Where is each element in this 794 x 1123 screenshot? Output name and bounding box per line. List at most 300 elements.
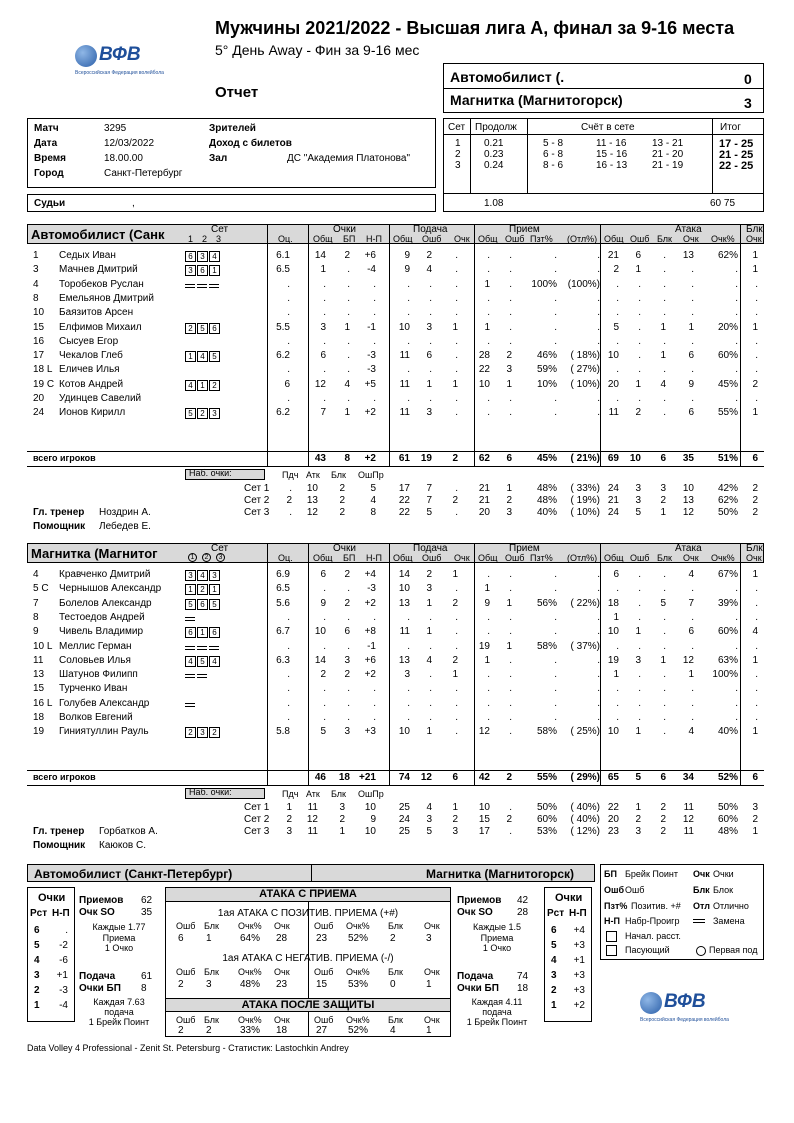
stat-s-pt: . xyxy=(455,611,458,623)
set-row-attack: 50% xyxy=(717,802,738,813)
stat-s-err: 1 xyxy=(426,726,432,738)
stat-oc: . xyxy=(287,364,290,376)
stat-s-err: . xyxy=(429,611,432,623)
stat-bp: 4 xyxy=(344,378,350,390)
stat-blk: 1 xyxy=(752,250,758,261)
stat-a-tot: 2 xyxy=(613,264,619,276)
rotation-position: 6 xyxy=(34,925,40,936)
set-row-attack: 3 xyxy=(635,483,641,494)
stat-a-blk: . xyxy=(663,669,666,681)
stat-a-tot: . xyxy=(616,697,619,709)
substitution-icon xyxy=(185,703,195,707)
rotation-value: +1 xyxy=(56,970,68,981)
stat-r-exc: . xyxy=(597,393,600,404)
stat-r-exc: (100%) xyxy=(567,278,600,290)
total-np: +2 xyxy=(364,453,376,464)
stat-r-tot: 9 xyxy=(484,597,490,609)
player-name: Удинцев Савелий xyxy=(59,393,142,404)
player-number: 20 xyxy=(33,393,45,404)
rotation-value: -3 xyxy=(59,985,68,996)
player-name: Волков Евгений xyxy=(59,712,133,723)
set-row-reception: ( 19%) xyxy=(570,495,600,506)
stat-np: . xyxy=(373,292,376,304)
stat-r-exc: ( 10%) xyxy=(570,378,600,390)
rotation-position: 6 xyxy=(551,925,557,936)
sets-cell: 16 - 13 xyxy=(596,160,628,171)
stat-r-pos: 59% xyxy=(536,364,557,376)
stat-a-blk: . xyxy=(663,569,666,580)
stat-a-blk: 1 xyxy=(660,321,666,333)
player-name: Баязитов Арсен xyxy=(59,307,134,319)
set-row-label: Сет 1 xyxy=(244,802,270,813)
stat-s-pt: . xyxy=(455,640,458,652)
stat-s-err: . xyxy=(429,307,432,319)
set-row-serve: 2 xyxy=(452,495,458,506)
column-subheader: Общ xyxy=(313,553,333,563)
stat-s-err: 4 xyxy=(426,654,432,666)
stat-s-err: . xyxy=(429,292,432,304)
stat-a-tot: . xyxy=(616,583,619,595)
stat-blk: . xyxy=(755,683,758,695)
set-row-attack: 2 xyxy=(660,495,666,506)
a-every3: 1 Очко xyxy=(104,943,134,953)
stat-oc: . xyxy=(287,307,290,319)
rotation-b-rst: Рст xyxy=(547,908,565,919)
stat-blk: 1 xyxy=(752,726,758,738)
attack-col-header: Ошб xyxy=(314,967,334,977)
stat-r-tot: . xyxy=(487,250,490,261)
a-every1: Каждые 1.77 xyxy=(92,922,146,932)
set-row-points: 2 xyxy=(339,814,345,825)
rotation-value: -6 xyxy=(59,955,68,966)
stat-r-pos: . xyxy=(554,569,557,580)
attack-value: 15 xyxy=(316,979,328,990)
player-number: 19 xyxy=(33,726,45,738)
b-so-value: 28 xyxy=(517,907,529,918)
set-row-attack: 3 xyxy=(635,495,641,506)
reception-header: Прием xyxy=(509,543,540,554)
player-sets xyxy=(185,599,221,610)
sets-cell: 6 - 8 xyxy=(543,149,564,160)
stat-blk: . xyxy=(755,597,758,609)
stat-a-pct: 45% xyxy=(717,378,738,390)
stat-r-exc: . xyxy=(597,712,600,723)
attack-value: 64% xyxy=(240,933,261,944)
team-name: Магнитка (Магнитог xyxy=(31,546,158,561)
stat-a-blk: . xyxy=(663,712,666,723)
stat-a-tot: 19 xyxy=(607,654,619,666)
stat-a-pt: . xyxy=(691,611,694,623)
sets-header-duration: Продолж xyxy=(475,122,517,133)
stat-s-tot: . xyxy=(407,307,410,319)
referees-value: , xyxy=(132,198,135,209)
stat-a-tot: . xyxy=(616,307,619,319)
scoreboard-team-b: Магнитка (Магнитогорск) xyxy=(450,92,623,108)
set-row-attack: 42% xyxy=(717,483,738,494)
stat-tot: 6 xyxy=(320,569,326,580)
set-row-reception: 10 xyxy=(478,802,490,813)
substitution-icon xyxy=(197,284,207,288)
stat-bp: . xyxy=(347,364,350,376)
stat-r-tot: . xyxy=(487,307,490,319)
legend-pt-key: Очк xyxy=(693,869,710,879)
scoreboard-team-a: Автомобилист (. xyxy=(450,69,565,85)
attack-col-header: Очк% xyxy=(238,1015,262,1025)
stat-a-tot: . xyxy=(616,292,619,304)
b-every3: 1 Очко xyxy=(482,943,512,953)
set-number: 3 xyxy=(216,553,225,562)
player-sets xyxy=(185,656,221,667)
rotation-value: +4 xyxy=(573,925,585,936)
stat-blk: . xyxy=(755,669,758,681)
sets-cell: 2 xyxy=(455,149,461,160)
attack-value: 2 xyxy=(178,979,184,990)
rotation-position: 1 xyxy=(34,1000,40,1011)
stat-s-pt: . xyxy=(455,307,458,319)
set-row-attack: 2 xyxy=(660,802,666,813)
stat-a-tot: 10 xyxy=(607,626,619,638)
attack-value: 52% xyxy=(348,1025,369,1036)
column-subheader: Очк xyxy=(683,234,699,244)
set-points-label: Наб. очки: xyxy=(189,787,232,797)
stat-a-err: . xyxy=(638,697,641,709)
stat-np: . xyxy=(373,307,376,319)
stat-np: . xyxy=(373,393,376,404)
column-subheader: Очк xyxy=(746,553,762,563)
stat-a-pct: 60% xyxy=(717,626,738,638)
total-a-blk: 6 xyxy=(660,772,666,783)
starting-position: 1 xyxy=(197,380,208,391)
stat-tot: . xyxy=(323,640,326,652)
stat-np: +6 xyxy=(364,654,376,666)
stat-a-pt: 4 xyxy=(688,569,694,580)
block-header: Блк xyxy=(746,543,763,554)
total-r-tot: 62 xyxy=(478,453,490,464)
stat-oc: 6.3 xyxy=(276,654,290,666)
stat-np: . xyxy=(373,697,376,709)
column-subheader: Общ xyxy=(604,234,624,244)
total-r-pos: 45% xyxy=(536,453,557,464)
stat-a-pt: 4 xyxy=(688,726,694,738)
set-row-points: 4 xyxy=(370,495,376,506)
stat-a-err: . xyxy=(638,307,641,319)
stat-s-tot: 11 xyxy=(399,626,410,638)
b-srv-label: Подача xyxy=(457,971,494,982)
scoreboard-score-a: 0 xyxy=(744,71,752,87)
stat-r-exc: . xyxy=(597,321,600,333)
set-row-reception: 53% xyxy=(536,826,557,837)
stat-blk: 1 xyxy=(752,264,758,276)
attack-col-header: Ошб xyxy=(314,1015,334,1025)
player-sets xyxy=(185,570,221,581)
set-row-points: 2 xyxy=(286,495,292,506)
stat-s-pt: . xyxy=(455,683,458,695)
stat-s-err: 3 xyxy=(426,407,432,419)
stat-a-blk: . xyxy=(663,292,666,304)
coach-name: Горбатков А. xyxy=(99,826,158,837)
stat-r-tot: . xyxy=(487,611,490,623)
stat-a-pt: 1 xyxy=(688,321,694,333)
stat-a-tot: . xyxy=(616,683,619,695)
stat-a-pt: 6 xyxy=(688,407,694,419)
stat-r-exc: . xyxy=(597,407,600,419)
hall-value: ДС "Академия Платонова" xyxy=(287,153,410,164)
a-every5: подача xyxy=(104,1007,134,1017)
stat-blk: 1 xyxy=(752,321,758,333)
stat-a-pct: . xyxy=(735,712,738,723)
total-s-err: 19 xyxy=(420,453,432,464)
stat-r-pos: . xyxy=(554,321,557,333)
stat-tot: 14 xyxy=(314,250,326,261)
stat-r-pos: . xyxy=(554,264,557,276)
set-points-header: Атк xyxy=(306,789,320,799)
total-blk: 6 xyxy=(752,772,758,783)
report-label: Отчет xyxy=(215,84,259,101)
stat-tot: 14 xyxy=(314,654,326,666)
stat-a-err: 6 xyxy=(635,250,641,261)
stat-r-exc: . xyxy=(597,250,600,261)
column-subheader: БП xyxy=(343,234,356,244)
player-name: Шатунов Филипп xyxy=(59,669,138,681)
page-title: Мужчины 2021/2022 - Высшая лига А, финал за 9-16 места xyxy=(215,18,735,38)
starting-position: 4 xyxy=(197,351,208,362)
stat-bp: . xyxy=(347,350,350,362)
set-points-header: ОшПр xyxy=(358,470,384,480)
rotation-value: +2 xyxy=(573,1000,585,1011)
attack-box xyxy=(165,887,451,1037)
stat-r-tot: . xyxy=(487,697,490,709)
stat-oc: 6.2 xyxy=(276,350,290,362)
stat-a-tot: 11 xyxy=(608,407,619,419)
b-rec-label: Приемов xyxy=(457,895,502,906)
attack-value: 23 xyxy=(276,979,288,990)
stat-a-err: 1 xyxy=(635,626,641,638)
substitution-icon xyxy=(209,284,219,288)
starting-position: 3 xyxy=(185,570,196,581)
sets-cell: 21 - 25 xyxy=(719,149,754,161)
total-r-exc: ( 29%) xyxy=(570,772,600,783)
attack-col-header: Блк xyxy=(204,967,219,977)
stat-r-pos: 56% xyxy=(536,597,557,609)
stat-r-pos: . xyxy=(554,250,557,261)
summary-a-stats xyxy=(79,895,159,1025)
stat-s-tot: . xyxy=(407,292,410,304)
column-subheader: Оц. xyxy=(278,234,293,244)
stat-r-pos: . xyxy=(554,626,557,638)
stat-a-pt: 13 xyxy=(682,250,694,261)
stat-tot: . xyxy=(323,393,326,404)
set-row-reception: 17 xyxy=(478,826,490,837)
set-row-serve: 17 xyxy=(398,483,410,494)
stat-s-pt: . xyxy=(455,364,458,376)
stat-r-tot: 1 xyxy=(484,278,490,290)
stat-a-err: 1 xyxy=(635,378,641,390)
stat-s-tot: . xyxy=(407,712,410,723)
stat-bp: . xyxy=(347,393,350,404)
set-number: 2 xyxy=(202,553,211,562)
starting-position: 6 xyxy=(197,265,208,276)
legend-blk-text: Блок xyxy=(713,885,734,895)
column-subheader: Ошб xyxy=(505,234,525,244)
stat-r-pos: . xyxy=(554,611,557,623)
starting-position: 1 xyxy=(197,627,208,638)
stat-oc: . xyxy=(287,712,290,723)
set-row-attack: 1 xyxy=(635,802,641,813)
player-sets xyxy=(185,613,197,624)
attack-header: Атака xyxy=(675,543,702,554)
stat-a-pct: . xyxy=(735,292,738,304)
stat-r-tot: 10 xyxy=(478,378,490,390)
stat-r-tot: 1 xyxy=(484,654,490,666)
player-name: Кравченко Дмитрий xyxy=(59,569,151,580)
stat-np: -1 xyxy=(367,321,376,333)
stat-blk: . xyxy=(755,640,758,652)
stat-a-blk: 4 xyxy=(660,378,666,390)
player-name: Мачнев Дмитрий xyxy=(59,264,138,276)
scoreboard xyxy=(443,63,764,113)
set-row-attack: 12 xyxy=(682,814,694,825)
stat-bp: . xyxy=(347,712,350,723)
column-subheader: Очк% xyxy=(711,234,735,244)
legend xyxy=(600,864,764,960)
stat-np: . xyxy=(373,611,376,623)
stat-a-tot: . xyxy=(616,393,619,404)
total-np: +21 xyxy=(359,772,376,783)
total-tot: 46 xyxy=(314,772,326,783)
stat-bp: . xyxy=(347,335,350,347)
points-header: Очки xyxy=(333,543,356,554)
set-row-points: 2 xyxy=(286,814,292,825)
stat-s-tot: . xyxy=(407,640,410,652)
attack-col-header: Блк xyxy=(388,921,403,931)
legend-first-serve-text: Первая под xyxy=(709,945,758,955)
player-name: Елфимов Михаил xyxy=(59,321,142,333)
stat-bp: . xyxy=(347,307,350,319)
stat-a-pct: . xyxy=(735,364,738,376)
rotation-position: 2 xyxy=(551,985,557,996)
stat-oc: . xyxy=(287,640,290,652)
stat-r-err: . xyxy=(509,278,512,290)
player-number: 16 L xyxy=(33,697,53,709)
stat-s-pt: 2 xyxy=(452,654,458,666)
starting-position: 3 xyxy=(209,570,220,581)
setter-icon xyxy=(606,945,617,956)
substitution-icon xyxy=(185,646,195,650)
stat-s-err: . xyxy=(429,393,432,404)
stat-a-tot: . xyxy=(616,640,619,652)
a-bp-value: 8 xyxy=(141,983,147,994)
set-row-attack: 50% xyxy=(717,507,738,518)
stat-blk: . xyxy=(755,583,758,595)
set-points-label: Наб. очки: xyxy=(189,468,232,478)
stat-bp: 2 xyxy=(344,569,350,580)
set-row-points: 2 xyxy=(339,507,345,518)
player-number: 15 xyxy=(33,683,45,695)
stat-r-err: . xyxy=(509,335,512,347)
set-row-points: 1 xyxy=(339,826,345,837)
stat-bp: 2 xyxy=(344,669,350,681)
starting-position: 2 xyxy=(197,408,208,419)
player-number: 3 xyxy=(33,264,39,276)
set-row-attack: 13 xyxy=(682,495,694,506)
stat-r-err: . xyxy=(509,611,512,623)
a-every2: Приема xyxy=(102,933,136,943)
stat-a-err: 1 xyxy=(635,264,641,276)
column-subheader: БП xyxy=(343,553,356,563)
stat-a-err: . xyxy=(638,278,641,290)
stat-r-err: 2 xyxy=(506,350,512,362)
sets-cell: 0.21 xyxy=(484,138,504,149)
stat-a-pt: 6 xyxy=(688,626,694,638)
stat-r-exc: . xyxy=(597,654,600,666)
set-row-attack: 3 xyxy=(635,826,641,837)
total-a-pct: 51% xyxy=(717,453,738,464)
set-row-attack: 3 xyxy=(660,483,666,494)
stat-np: +2 xyxy=(364,597,376,609)
points-header: Очки xyxy=(333,224,356,235)
starting-position: 3 xyxy=(209,408,220,419)
column-subheader: Ошб xyxy=(422,234,442,244)
stat-r-tot: . xyxy=(487,393,490,404)
stat-np: +2 xyxy=(364,669,376,681)
set-row-reception: 2 xyxy=(506,814,512,825)
set-row-attack: 10 xyxy=(682,483,694,494)
player-name: Гиниятуллин Рауль xyxy=(59,726,149,738)
stat-s-pt: . xyxy=(455,250,458,261)
stat-a-err: . xyxy=(638,583,641,595)
stat-a-tot: 21 xyxy=(607,250,619,261)
set-points-header: Блк xyxy=(331,789,346,799)
stat-r-err: . xyxy=(509,626,512,638)
stat-a-pt: 6 xyxy=(688,350,694,362)
stat-r-err: . xyxy=(509,407,512,419)
stat-tot: . xyxy=(323,712,326,723)
set-row-points: 10 xyxy=(364,826,376,837)
stat-np: +3 xyxy=(364,726,376,738)
set-row-attack: 5 xyxy=(635,507,641,518)
attack-from-reception-title: АТАКА С ПРИЕМА xyxy=(166,888,450,902)
stat-s-err: 4 xyxy=(426,264,432,276)
stat-r-err: . xyxy=(509,683,512,695)
stat-a-blk: 1 xyxy=(660,654,666,666)
stat-a-blk: . xyxy=(663,640,666,652)
starting-lineup-icon xyxy=(606,931,617,942)
starting-position: 2 xyxy=(185,727,196,738)
set-row-label: Сет 2 xyxy=(244,495,270,506)
scoreboard-score-b: 3 xyxy=(744,95,752,111)
attack-after-defense-title: АТАКА ПОСЛЕ ЗАЩИТЫ xyxy=(166,998,450,1012)
substitution-icon xyxy=(693,919,705,923)
stat-a-err: . xyxy=(638,640,641,652)
stat-s-tot: 14 xyxy=(398,569,410,580)
rotation-a xyxy=(27,887,75,1022)
summary-team-b: Магнитка (Магнитогорск) xyxy=(426,867,574,881)
stat-r-err: . xyxy=(509,393,512,404)
stat-r-tot: 19 xyxy=(478,640,490,652)
stat-s-err: 2 xyxy=(426,569,432,580)
set-row-serve: 25 xyxy=(398,802,410,813)
stat-s-pt: . xyxy=(455,626,458,638)
stat-np: +6 xyxy=(364,250,376,261)
rotation-b-np: Н-П xyxy=(569,908,587,919)
starting-position: 4 xyxy=(197,570,208,581)
column-subheader: Общ xyxy=(478,234,498,244)
b-so-label: Очк SO xyxy=(457,907,493,918)
sets-cell: 8 - 6 xyxy=(543,160,564,171)
stat-s-tot: . xyxy=(407,393,410,404)
stat-np: -3 xyxy=(367,350,376,362)
player-number: 9 xyxy=(33,626,39,638)
